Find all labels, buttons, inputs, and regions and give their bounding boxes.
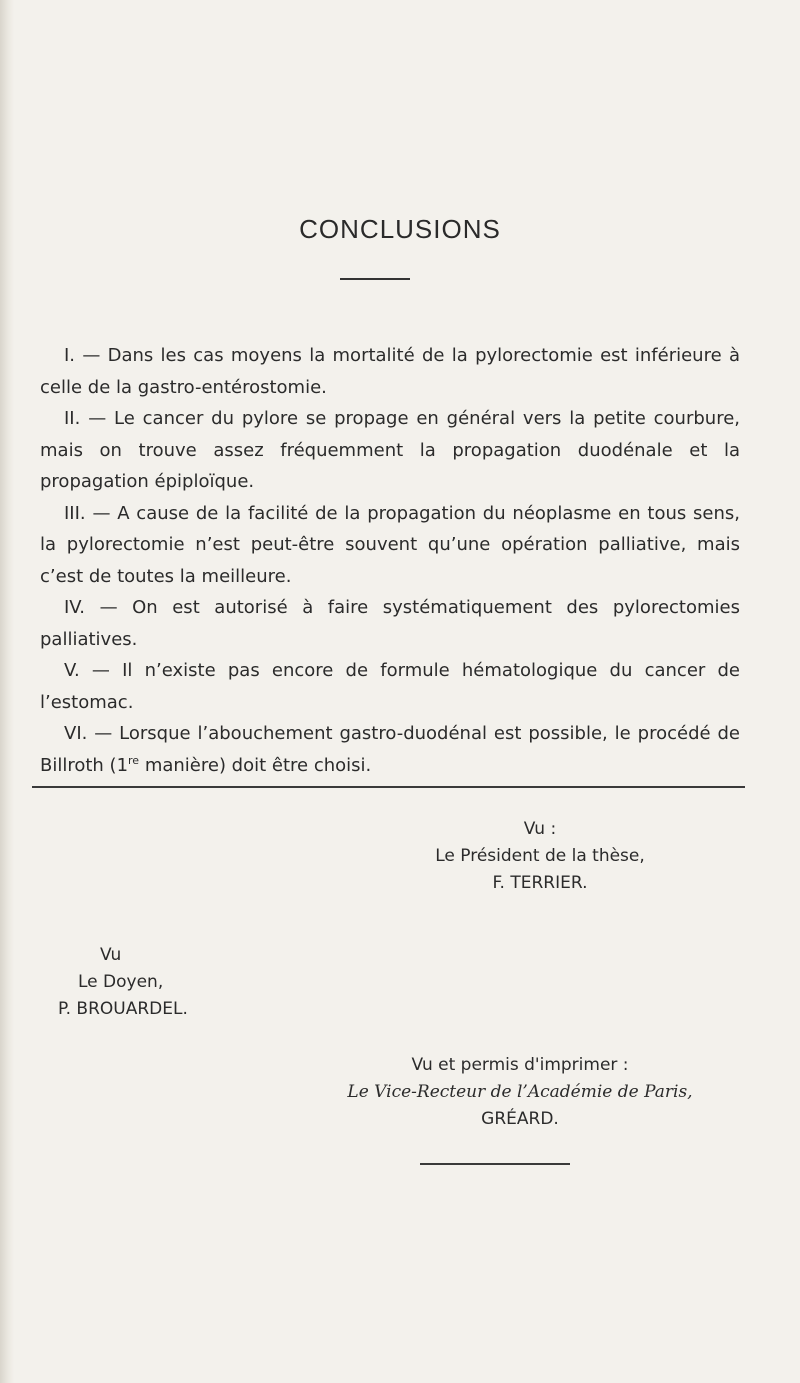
conclusion-item	[40, 592, 740, 655]
conclusion-number: IV.	[64, 597, 86, 618]
conclusion-item	[40, 718, 740, 781]
conclusion-number: III.	[64, 502, 86, 524]
president-approval	[340, 816, 740, 897]
title-divider	[340, 278, 410, 280]
conclusion-item	[40, 498, 740, 593]
rector-role: Le Vice-Recteur de l’Académie de Paris,	[347, 1082, 693, 1102]
conclusion-text: — Dans les cas moyens la mortalité de la pylorectomie est inférieure à celle de la gastro-entérostomie.	[40, 345, 740, 398]
conclusions-list	[40, 340, 740, 781]
conclusion-item	[40, 655, 740, 718]
conclusion-text-end: manière) doit être choisi.	[139, 754, 372, 776]
conclusion-text: — On est autorisé à faire systématiquement des pylorectomies palliatives.	[40, 597, 740, 650]
dean-approval	[58, 942, 358, 1023]
closing-divider	[420, 1163, 570, 1165]
president-role: Le Président de la thèse,	[435, 846, 645, 866]
conclusion-number: VI.	[64, 723, 88, 744]
rector-name: GRÉARD.	[481, 1109, 559, 1129]
rector-approval	[280, 1052, 760, 1133]
conclusion-item	[40, 340, 740, 403]
conclusion-text: — Le cancer du pylore se propage en général vers la petite courbure, mais on trouve assez fréquemment la propagation duodénale et la propagation épiploïque.	[40, 408, 740, 492]
president-name: F. TERRIER.	[492, 873, 588, 893]
conclusion-number: V.	[64, 660, 80, 681]
dean-seen: Vu	[100, 945, 122, 965]
president-seen: Vu :	[523, 819, 557, 839]
conclusion-number: II.	[64, 408, 81, 429]
conclusion-text-start: — Lorsque l’abouchement gastro-duodénal est possible, le procédé de Billroth (1	[40, 723, 740, 776]
dean-role: Le Doyen,	[78, 972, 164, 992]
conclusion-item	[40, 403, 740, 498]
rector-seen: Vu et permis d'imprimer :	[411, 1055, 629, 1075]
conclusion-text: — A cause de la facilité de la propagation du néoplasme en tous sens, la pylorectomie n’est peut-être souvent qu’une opération palliative, mais c’est de toutes la meilleure.	[40, 502, 740, 587]
ordinal-superscript: re	[128, 753, 140, 767]
conclusion-number: I.	[64, 345, 76, 366]
section-divider	[32, 786, 745, 788]
page-title: CONCLUSIONS	[299, 214, 501, 244]
conclusion-text: — Il n’existe pas encore de formule hématologique du cancer de l’estomac.	[40, 660, 740, 713]
dean-name: P. BROUARDEL.	[58, 999, 188, 1019]
page-edge-shadow	[0, 0, 14, 1383]
